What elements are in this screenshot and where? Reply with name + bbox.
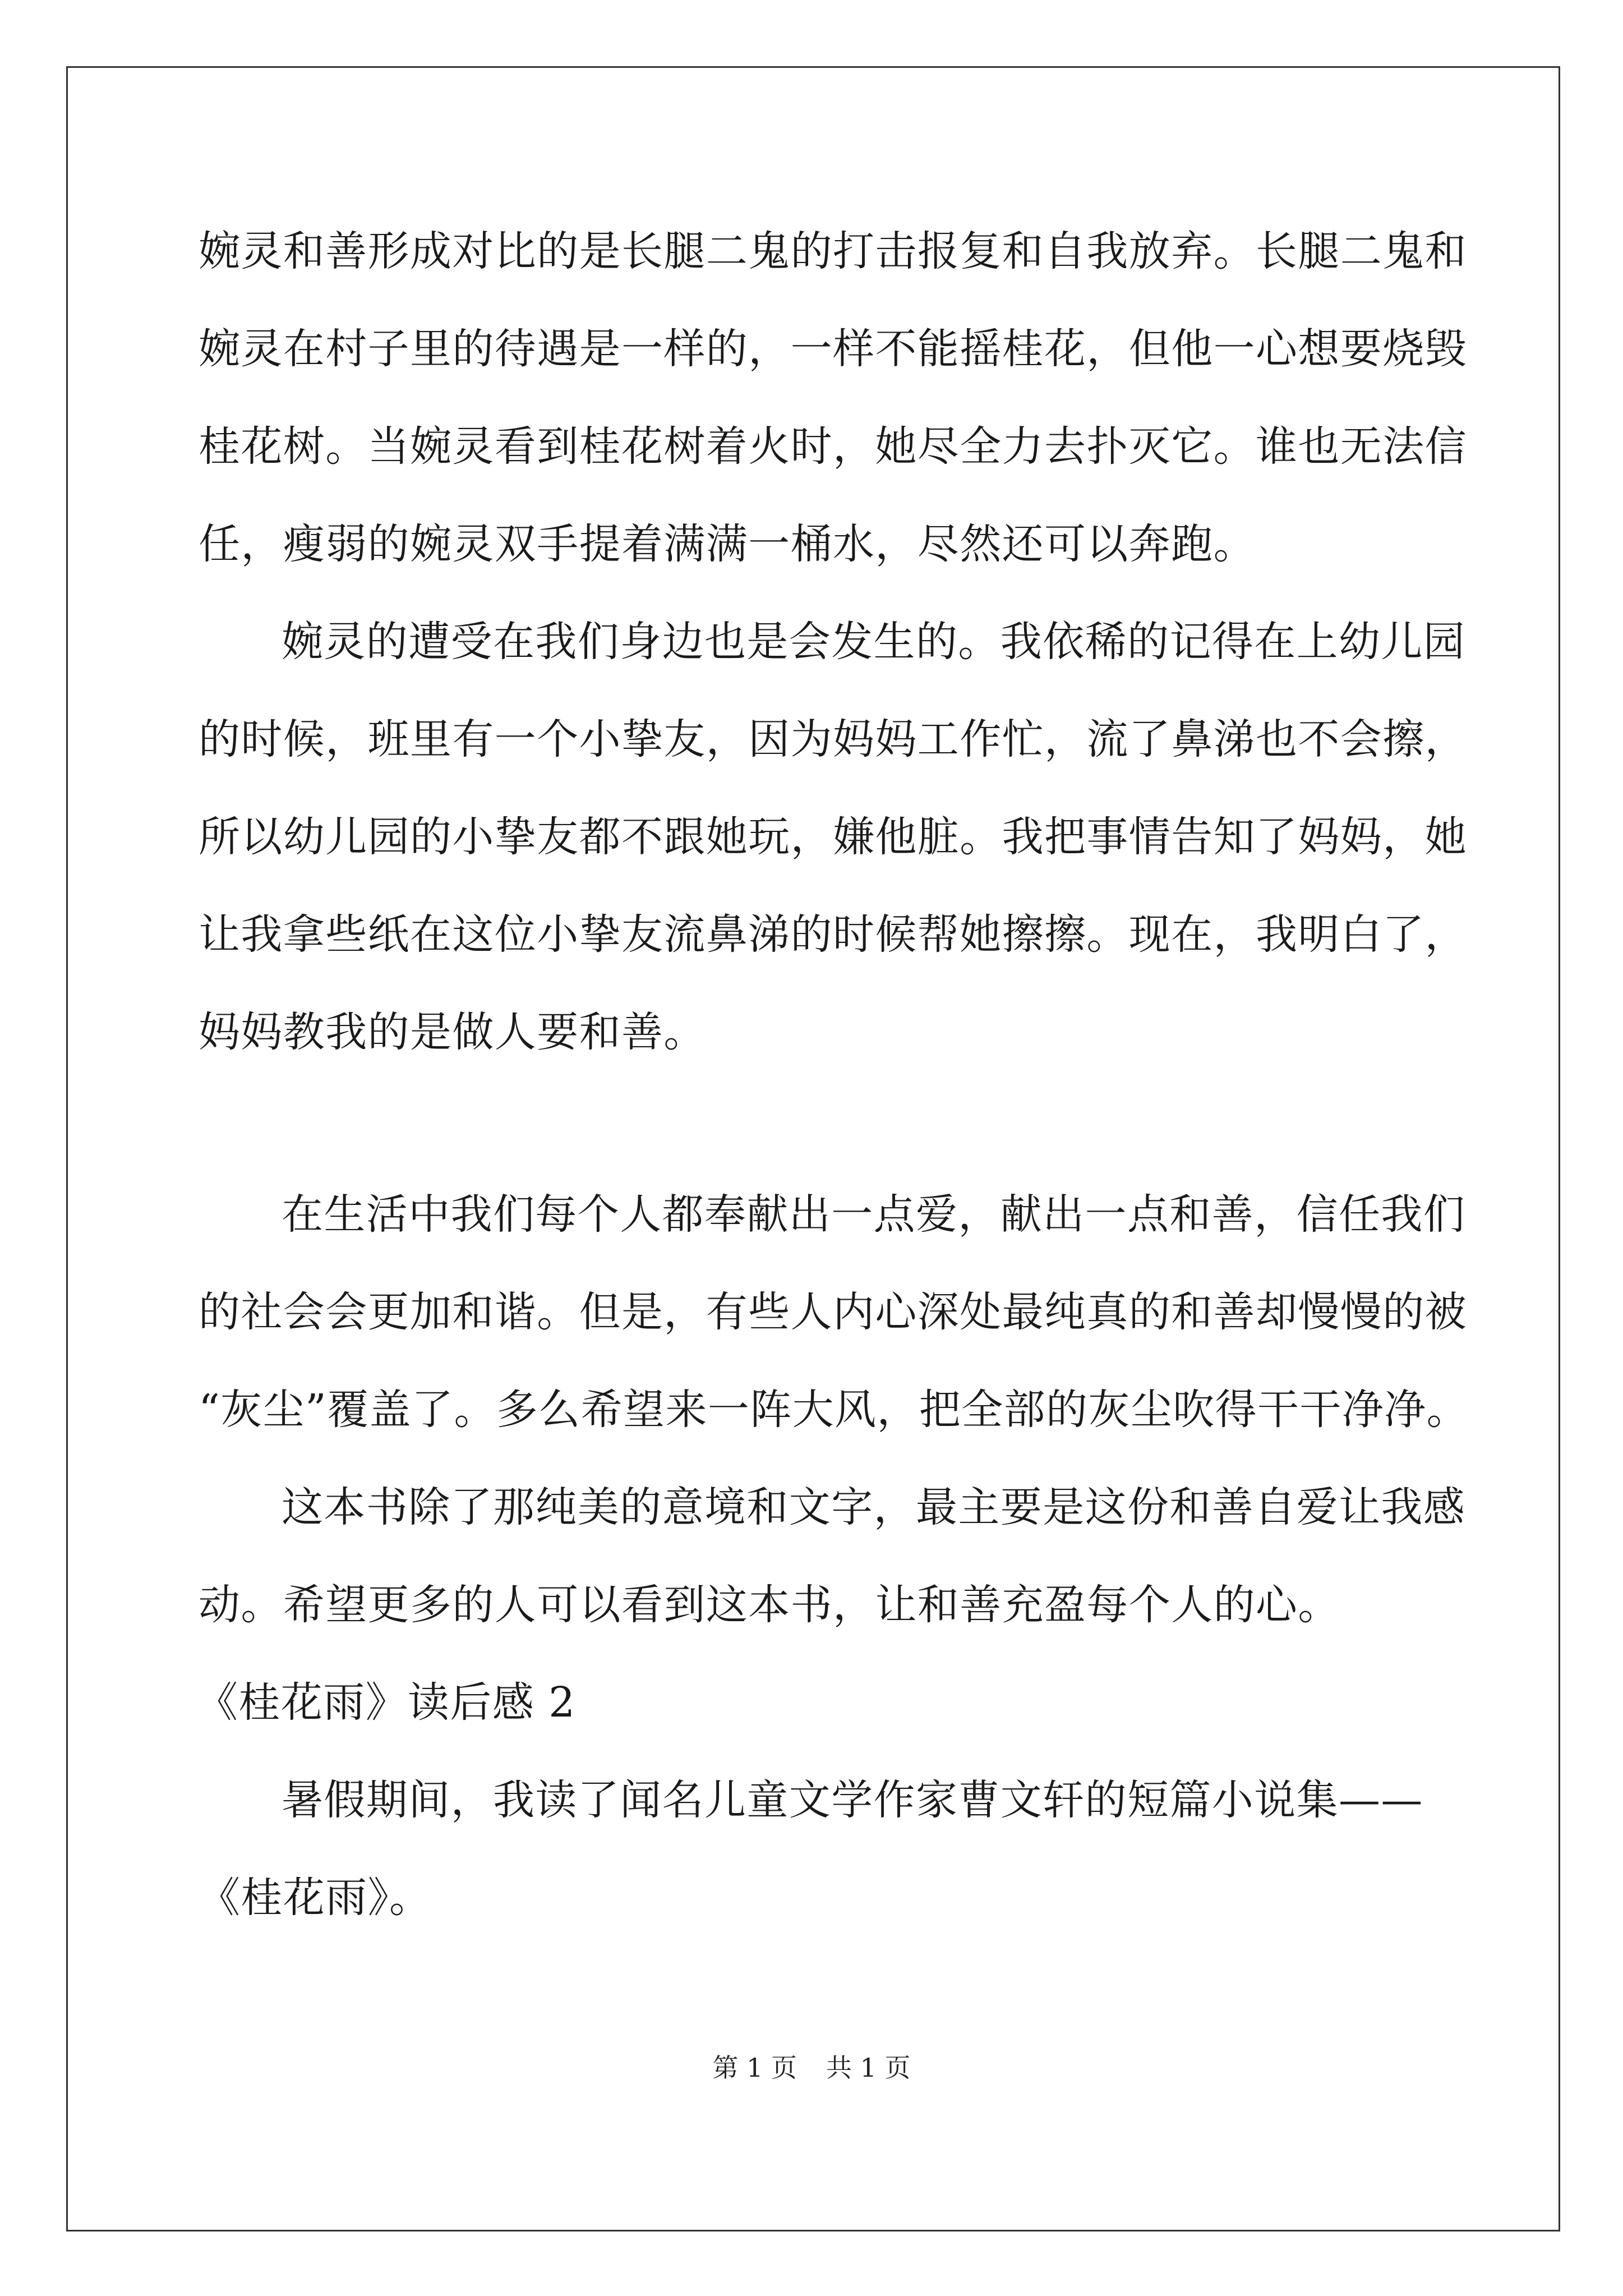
paragraph-line: 这本书除了那纯美的意境和文字，最主要是这份和善自爱让我感	[282, 1483, 1466, 1531]
paragraph-line: 婉灵的遭受在我们身边也是会发生的。我依稀的记得在上幼儿园	[282, 618, 1466, 666]
paragraph-line: 暑假期间，我读了闻名儿童文学作家曹文轩的短篇小说集——	[282, 1776, 1423, 1824]
page-footer	[0, 2052, 1623, 2083]
page-number-current: 第 1 页	[712, 2053, 797, 2083]
paragraph-line: 桂花树。当婉灵看到桂花树着火时，她尽全力去扑灭它。谁也无法信	[199, 422, 1467, 471]
paragraph-line: 的社会会更加和谐。但是，有些人内心深处最纯真的和善却慢慢的被	[199, 1288, 1467, 1336]
paragraph-line: 《桂花雨》。	[199, 1874, 432, 1922]
paragraph-line: 所以幼儿园的小挚友都不跟她玩，嫌他脏。我把事情告知了妈妈，她	[199, 813, 1467, 861]
paragraph-line: 婉灵和善形成对比的是长腿二鬼的打击报复和自我放弃。长腿二鬼和	[199, 227, 1467, 275]
paragraph-line: 动。希望更多的人可以看到这本书，让和善充盈每个人的心。	[199, 1581, 1340, 1629]
paragraph-line: 让我拿些纸在这位小挚友流鼻涕的时候帮她擦擦。现在，我明白了，	[199, 910, 1467, 959]
paragraph-line: 任，瘦弱的婉灵双手提着满满一桶水，尽然还可以奔跑。	[199, 520, 1256, 568]
paragraph-line: 婉灵在村子里的待遇是一样的，一样不能摇桂花，但他一心想要烧毁	[199, 325, 1467, 373]
page-number-total: 共 1 页	[826, 2053, 911, 2083]
paragraph-line: 在生活中我们每个人都奉献出一点爱，献出一点和善，信任我们	[282, 1190, 1466, 1239]
paragraph-line: 的时候，班里有一个小挚友，因为妈妈工作忙，流了鼻涕也不会擦，	[199, 715, 1467, 763]
paragraph-line: “灰尘”覆盖了。多么希望来一阵大风，把全部的灰尘吹得干干净净。	[199, 1386, 1469, 1434]
paragraph-line: 妈妈教我的是做人要和善。	[199, 1008, 706, 1056]
section-heading: 《桂花雨》读后感 2	[196, 1678, 576, 1727]
